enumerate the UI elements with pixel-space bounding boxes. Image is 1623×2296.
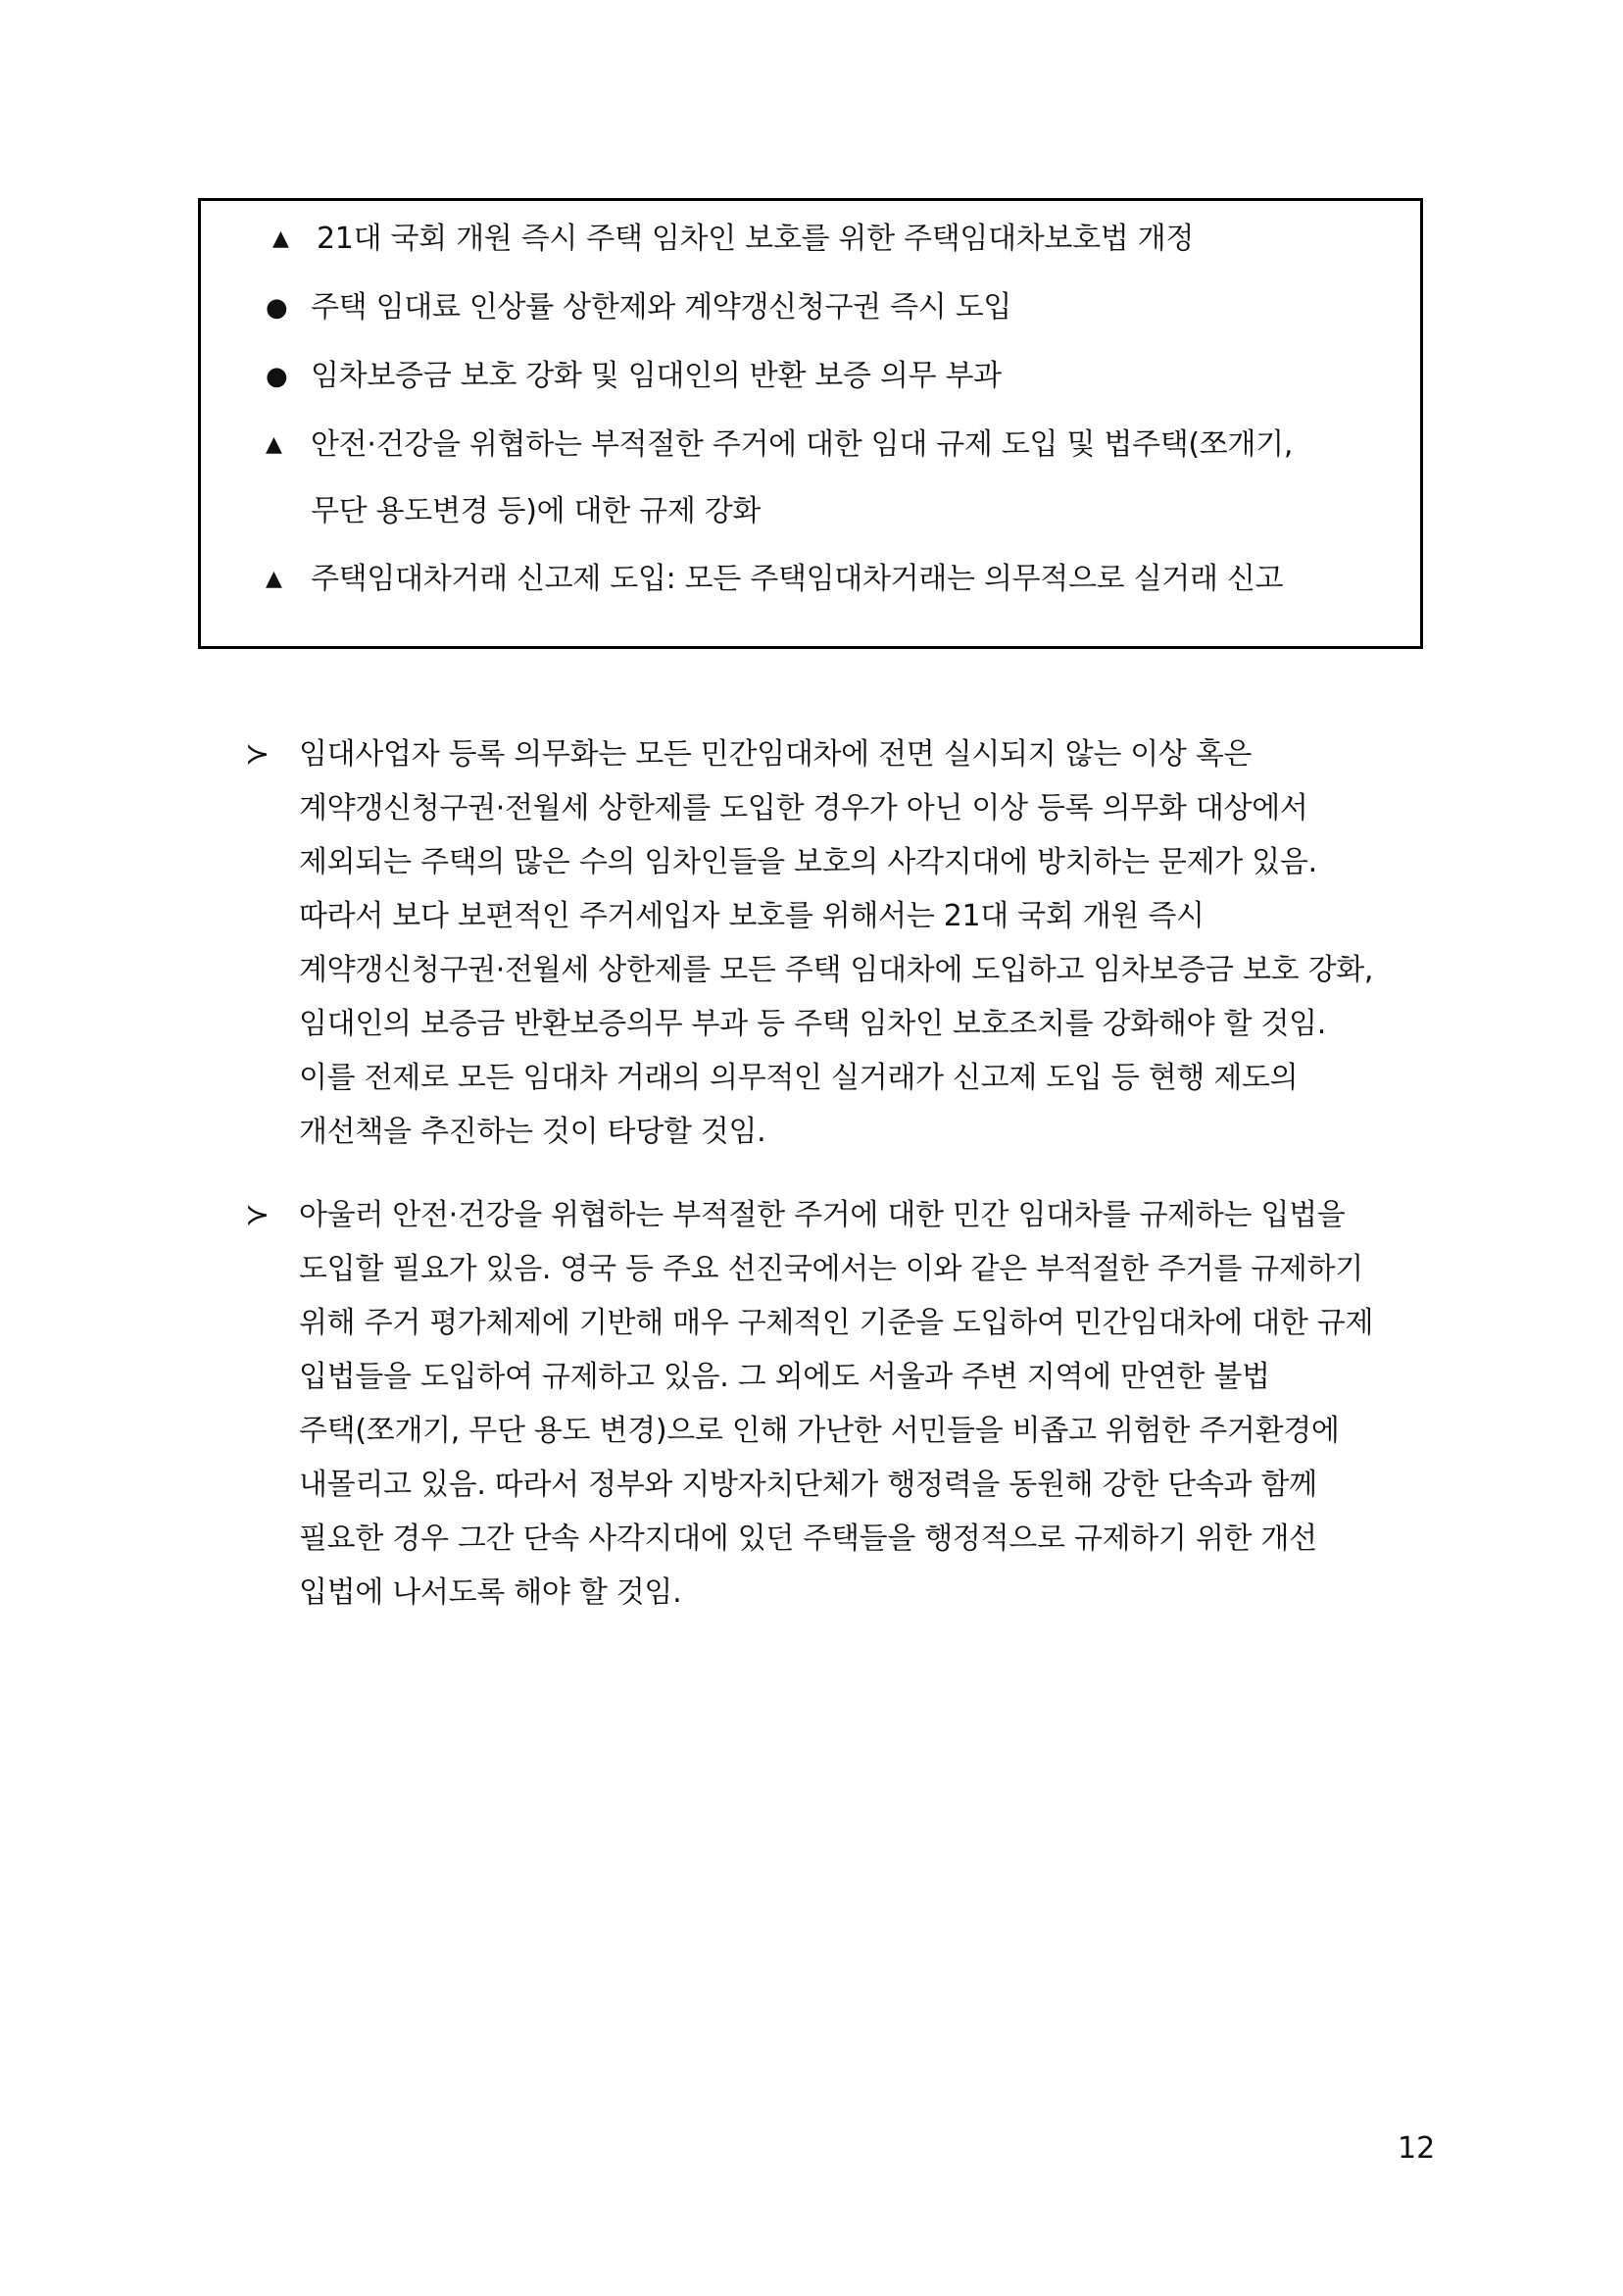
- paragraph-line: 위해 주거 평가체제에 기반해 매우 구체적인 기준을 도입하여 민간임대차에 대한 규제: [299, 1306, 1374, 1340]
- paragraph-line: 이를 전제로 모든 임대차 거래의 의무적인 실거래가 신고제 도입 등 현행 제도의: [299, 1061, 1299, 1095]
- summary-item-4-continuation: 무단 용도변경 등)에 대한 규제 강화: [311, 494, 762, 528]
- paragraph-line: 입법에 나서도록 해야 할 것임.: [299, 1575, 682, 1610]
- paragraph-line: 제외되는 주택의 많은 수의 임차인들을 보호의 사각지대에 방치하는 문제가 있음.: [299, 845, 1317, 879]
- paragraph-line: 임대인의 보증금 반환보증의무 부과 등 주택 임차인 보호조치를 강화해야 할 것임.: [299, 1007, 1327, 1041]
- paragraph-line: 개선책을 추진하는 것이 타당할 것임.: [299, 1115, 766, 1149]
- dot-bullet-icon: ●: [266, 293, 288, 323]
- paragraph-line: 계약갱신청구권·전월세 상한제를 모든 주택 임대차에 도입하고 임차보증금 보호 강화,: [299, 953, 1374, 987]
- triangle-bullet-icon: ▲: [266, 432, 282, 457]
- arrow-bullet-icon: ≻: [245, 737, 270, 772]
- triangle-bullet-icon: ▲: [266, 567, 282, 591]
- paragraph-line: 입법들을 도입하여 규제하고 있음. 그 외에도 서울과 주변 지역에 만연한 불법: [299, 1360, 1270, 1394]
- summary-item-1: 21대 국회 개원 즉시 주택 임차인 보호를 위한 주택임대차보호법 개정: [317, 222, 1195, 256]
- summary-item-4: 안전·건강을 위협하는 부적절한 주거에 대한 임대 규제 도입 및 법주택(쪼개기,: [311, 427, 1294, 462]
- summary-box: [198, 198, 1423, 649]
- paragraph-line: 계약갱신청구권·전월세 상한제를 도입한 경우가 아닌 이상 등록 의무화 대상에서: [299, 791, 1308, 825]
- page-number: 12: [1398, 2131, 1436, 2166]
- summary-item-2: 주택 임대료 인상률 상한제와 계약갱신청구권 즉시 도입: [311, 290, 1012, 324]
- summary-item-5: 주택임대차거래 신고제 도입: 모든 주택임대차거래는 의무적으로 실거래 신고: [311, 562, 1284, 596]
- summary-item-3: 임차보증금 보호 강화 및 임대인의 반환 보증 의무 부과: [311, 359, 1002, 393]
- dot-bullet-icon: ●: [266, 362, 288, 391]
- paragraph-line: 내몰리고 있음. 따라서 정부와 지방자치단체가 행정력을 동원해 강한 단속과 함께: [299, 1468, 1317, 1502]
- paragraph-line: 아울러 안전·건강을 위협하는 부적절한 주거에 대한 민간 임대차를 규제하는 입법을: [299, 1198, 1346, 1232]
- paragraph-line: 따라서 보다 보편적인 주거세입자 보호를 위해서는 21대 국회 개원 즉시: [299, 899, 1205, 933]
- triangle-bullet-icon: ▲: [272, 226, 289, 251]
- paragraph-line: 임대사업자 등록 의무화는 모든 민간임대차에 전면 실시되지 않는 이상 혹은: [299, 737, 1253, 772]
- paragraph-line: 주택(쪼개기, 무단 용도 변경)으로 인해 가난한 서민들을 비좁고 위험한 주거환경에: [299, 1414, 1340, 1448]
- paragraph-line: 도입할 필요가 있음. 영국 등 주요 선진국에서는 이와 같은 부적절한 주거를 규제하기: [299, 1252, 1363, 1286]
- arrow-bullet-icon: ≻: [245, 1198, 270, 1232]
- paragraph-line: 필요한 경우 그간 단속 사각지대에 있던 주택들을 행정적으로 규제하기 위한 개선: [299, 1522, 1317, 1556]
